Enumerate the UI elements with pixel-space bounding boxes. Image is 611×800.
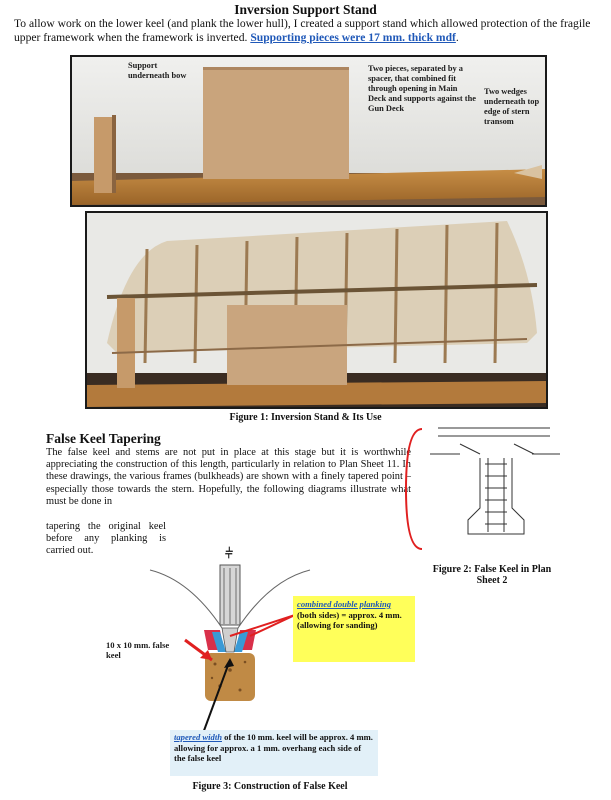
- note-bow-support: Support underneath bow: [128, 61, 187, 80]
- tapered-width-callout: [170, 730, 378, 776]
- tapered-width-text: of the 10 mm. keel will be approx. 4 mm. allowing for approx. a 1 mm. overhang each side of the false keel: [174, 732, 373, 763]
- svg-text:⫩: ⫩: [225, 546, 234, 562]
- section-title: False Keel Tapering: [46, 431, 161, 446]
- mdf-link[interactable]: Supporting pieces were 17 mm. thick mdf: [250, 31, 456, 44]
- tapered-width-link[interactable]: tapered width: [174, 732, 222, 742]
- figure2-bracket: [402, 427, 428, 553]
- note-wedges: Two wedges underneath top edge of stern transom: [484, 87, 540, 126]
- planking-callout: [293, 596, 415, 662]
- section-paragraph-2: tapering the original keel before any planking is carried out.: [46, 521, 166, 557]
- page-title: Inversion Support Stand: [234, 2, 377, 17]
- planking-link[interactable]: combined double planking: [297, 599, 392, 609]
- label-false-keel: 10 x 10 mm. false keel: [106, 640, 170, 660]
- figure2-drawing: [430, 424, 560, 554]
- note-two-pieces: Two pieces, separated by a spacer, that combined fit through opening in Main Deck and supports against the Gun Deck: [368, 64, 476, 113]
- planking-text: (both sides) = approx. 4 mm. (allowing for sanding): [297, 609, 402, 630]
- section-paragraph-1: The false keel and stems are not put in place at this stage but it is worthwhile appreciating the construction of this length, particularly in relation to Plan Sheet 11. In these drawings, the various frames (bulkheads) are shown with a finely tapered point – especially those towards the stern. Hopefully, the following diagrams illustrate what must be done in: [46, 447, 411, 507]
- hull-on-stand-photo: [85, 211, 548, 409]
- intro-text: To allow work on the lower keel (and plank the lower hull), I created a support stand which allowed protection of the fragile upper framework when the framework is inverted.: [14, 17, 591, 44]
- figure2-caption: Figure 2: False Keel in Plan Sheet 2: [432, 564, 552, 586]
- figure3-caption: Figure 3: Construction of False Keel: [192, 781, 348, 792]
- figure1-caption: Figure 1: Inversion Stand & Its Use: [229, 412, 382, 423]
- intro-paragraph: To allow work on the lower keel (and plank the lower hull), I created a support stand which allowed protection of the fragile upper framework when the framework is inverted. Supporting pieces were 17 mm. thick mdf.: [14, 17, 591, 44]
- hull-on-stand-image: [87, 213, 546, 407]
